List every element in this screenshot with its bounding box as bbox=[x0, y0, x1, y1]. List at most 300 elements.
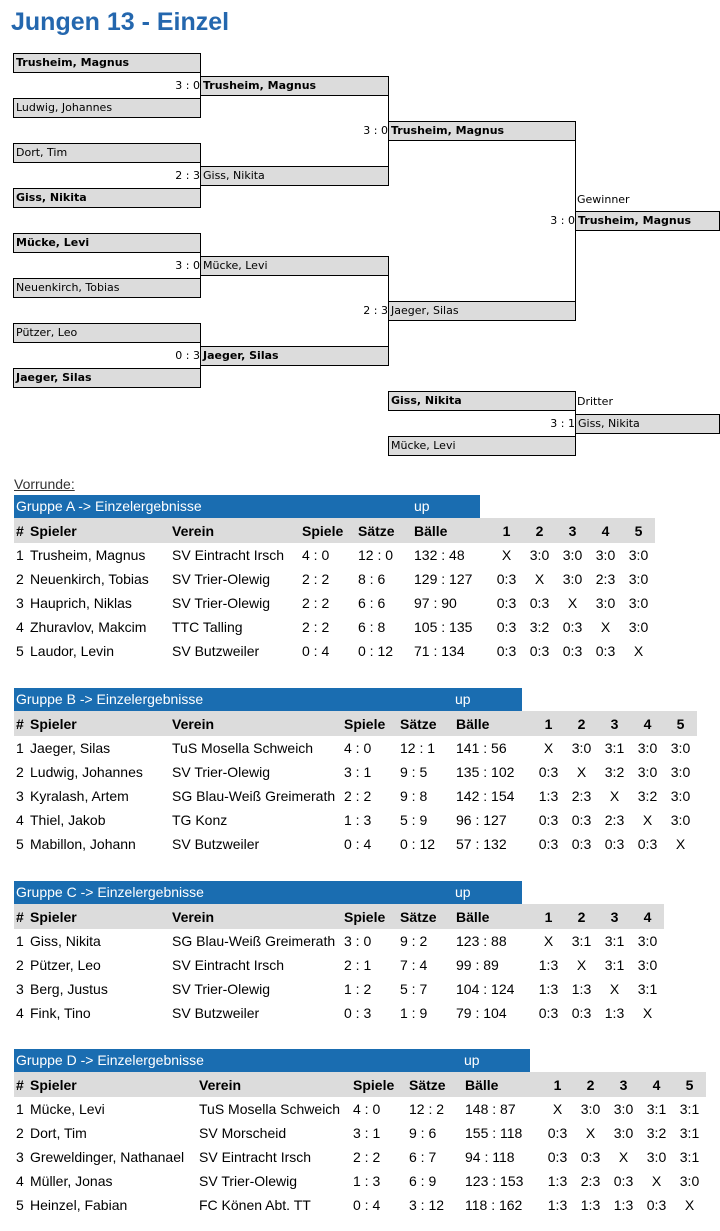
bracket-r1-player: Trusheim, Magnus bbox=[13, 53, 201, 73]
table-cell: 0 : 12 bbox=[358, 643, 394, 659]
table-cell: Dort, Tim bbox=[30, 1125, 87, 1141]
table-cell: 6 : 8 bbox=[358, 619, 386, 635]
table-cell: SV Morscheid bbox=[199, 1125, 287, 1141]
table-cell: 1:3 bbox=[604, 1005, 625, 1021]
bracket-sf-winner: Jaeger, Silas bbox=[388, 301, 576, 321]
bracket-qf-winner: Jaeger, Silas bbox=[200, 346, 389, 366]
table-cell: 3:0 bbox=[637, 957, 658, 973]
table-cell: 0:3 bbox=[496, 619, 517, 635]
table-cell: Trusheim, Magnus bbox=[30, 547, 146, 563]
table-cell: 148 : 87 bbox=[465, 1101, 516, 1117]
table-cell: 57 : 132 bbox=[456, 836, 507, 852]
group-b bbox=[14, 688, 697, 856]
table-cell: 8 : 6 bbox=[358, 571, 386, 587]
table-cell: Pützer, Leo bbox=[30, 957, 101, 973]
table-cell: 3:0 bbox=[628, 571, 649, 587]
table-cell: 0:3 bbox=[538, 812, 559, 828]
table-cell: Giss, Nikita bbox=[30, 933, 101, 949]
table-cell: 3:0 bbox=[529, 547, 550, 563]
table-cell: Heinzel, Fabian bbox=[30, 1197, 128, 1213]
group-title[interactable]: Gruppe D -> Einzelergebnisse bbox=[16, 1052, 204, 1068]
table-cell: 3:2 bbox=[604, 764, 625, 780]
table-cell: 9 : 6 bbox=[409, 1125, 437, 1141]
table-cell: 3 : 1 bbox=[353, 1125, 381, 1141]
table-cell: Mücke, Levi bbox=[30, 1101, 105, 1117]
column-header: Spiele bbox=[300, 518, 356, 543]
table-cell: 2 : 1 bbox=[344, 957, 372, 973]
table-cell: 0:3 bbox=[547, 1125, 568, 1141]
table-cell: 3:0 bbox=[628, 595, 649, 611]
column-header: Spiele bbox=[342, 904, 398, 929]
table-cell: 1 bbox=[16, 740, 24, 756]
table-cell: X bbox=[552, 1101, 563, 1117]
table-row bbox=[14, 567, 655, 591]
bracket-r1-player: Dort, Tim bbox=[13, 143, 201, 163]
table-cell: SV Butzweiler bbox=[172, 1005, 260, 1021]
bracket-score: 2 : 3 bbox=[175, 169, 200, 182]
table-cell: 141 : 56 bbox=[456, 740, 507, 756]
table-cell: 3:2 bbox=[529, 619, 550, 635]
table-cell: TuS Mosella Schweich bbox=[199, 1101, 341, 1117]
bracket-score: 3 : 0 bbox=[550, 214, 575, 227]
table-cell: 1 : 3 bbox=[344, 812, 372, 828]
table-cell: 12 : 0 bbox=[358, 547, 394, 563]
table-cell: 6 : 7 bbox=[409, 1149, 437, 1165]
bracket-third-player: Giss, Nikita bbox=[388, 391, 576, 411]
bracket-final-winner: Trusheim, Magnus bbox=[575, 211, 720, 231]
group-table bbox=[14, 518, 655, 663]
column-header: 4 bbox=[640, 1072, 673, 1097]
bracket-score: 0 : 3 bbox=[175, 349, 200, 362]
table-cell: X bbox=[543, 933, 554, 949]
table-cell: 3 : 1 bbox=[344, 764, 372, 780]
column-header: 2 bbox=[574, 1072, 607, 1097]
table-cell: SV Trier-Olewig bbox=[172, 595, 271, 611]
table-cell: X bbox=[600, 619, 611, 635]
column-header: 3 bbox=[598, 904, 631, 929]
column-header: Bälle bbox=[454, 904, 532, 929]
table-cell: 5 bbox=[16, 836, 24, 852]
table-cell: 135 : 102 bbox=[456, 764, 515, 780]
table-cell: TuS Mosella Schweich bbox=[172, 740, 314, 756]
table-row bbox=[14, 1145, 706, 1169]
up-link[interactable]: up bbox=[464, 1052, 480, 1068]
column-header: Spieler bbox=[28, 1072, 197, 1097]
column-header: 3 bbox=[607, 1072, 640, 1097]
table-cell: SV Trier-Olewig bbox=[172, 981, 271, 997]
table-row bbox=[14, 1169, 706, 1193]
table-cell: Berg, Justus bbox=[30, 981, 108, 997]
table-cell: 9 : 2 bbox=[400, 933, 428, 949]
bracket-r1-player: Mücke, Levi bbox=[13, 233, 201, 253]
bracket-r1-player: Ludwig, Johannes bbox=[13, 98, 201, 118]
column-header: Sätze bbox=[398, 711, 454, 736]
table-cell: Müller, Jonas bbox=[30, 1173, 113, 1189]
table-cell: 1 bbox=[16, 547, 24, 563]
table-cell: 3:1 bbox=[604, 933, 625, 949]
table-cell: SV Trier-Olewig bbox=[172, 571, 271, 587]
table-cell: 3:1 bbox=[604, 740, 625, 756]
group-title[interactable]: Gruppe B -> Einzelergebnisse bbox=[16, 691, 204, 707]
table-row bbox=[14, 784, 697, 808]
table-row bbox=[14, 591, 655, 615]
column-header: Sätze bbox=[356, 518, 412, 543]
table-cell: 4 bbox=[16, 1005, 24, 1021]
table-cell: X bbox=[609, 788, 620, 804]
bracket-qf-winner: Mücke, Levi bbox=[200, 256, 389, 276]
third-label: Dritter bbox=[577, 395, 613, 408]
table-cell: 12 : 1 bbox=[400, 740, 436, 756]
table-cell: Neuenkirch, Tobias bbox=[30, 571, 149, 587]
table-row bbox=[14, 1193, 706, 1217]
group-header bbox=[14, 881, 522, 904]
table-cell: X bbox=[609, 981, 620, 997]
table-cell: 3 bbox=[16, 788, 24, 804]
table-cell: 2 : 2 bbox=[302, 571, 330, 587]
group-title[interactable]: Gruppe C -> Einzelergebnisse bbox=[16, 884, 204, 900]
table-cell: X bbox=[576, 764, 587, 780]
table-cell: TG Konz bbox=[172, 812, 228, 828]
column-header: 1 bbox=[532, 711, 565, 736]
table-row bbox=[14, 639, 655, 663]
table-cell: 79 : 104 bbox=[456, 1005, 507, 1021]
table-cell: 0:3 bbox=[538, 1005, 559, 1021]
table-cell: 1:3 bbox=[538, 788, 559, 804]
table-cell: 99 : 89 bbox=[456, 957, 499, 973]
table-cell: 6 : 9 bbox=[409, 1173, 437, 1189]
bracket-score: 3 : 0 bbox=[175, 79, 200, 92]
column-header: 2 bbox=[565, 711, 598, 736]
table-cell: X bbox=[567, 595, 578, 611]
table-cell: 2 : 2 bbox=[353, 1149, 381, 1165]
column-header: Spiele bbox=[342, 711, 398, 736]
table-cell: X bbox=[534, 571, 545, 587]
table-cell: TTC Talling bbox=[172, 619, 243, 635]
table-cell: 5 : 9 bbox=[400, 812, 428, 828]
column-header: 3 bbox=[556, 518, 589, 543]
table-cell: 3:0 bbox=[670, 788, 691, 804]
table-cell: 4 bbox=[16, 812, 24, 828]
column-header: 5 bbox=[673, 1072, 706, 1097]
table-cell: X bbox=[618, 1149, 629, 1165]
table-cell: Mabillon, Johann bbox=[30, 836, 136, 852]
table-cell: 3:0 bbox=[637, 933, 658, 949]
table-cell: 1:3 bbox=[571, 981, 592, 997]
table-cell: 1:3 bbox=[547, 1173, 568, 1189]
table-cell: 0:3 bbox=[637, 836, 658, 852]
group-header bbox=[14, 688, 522, 711]
table-row bbox=[14, 543, 655, 567]
table-cell: X bbox=[642, 1005, 653, 1021]
table-row bbox=[14, 808, 697, 832]
table-cell: 3:0 bbox=[595, 547, 616, 563]
up-link[interactable]: up bbox=[455, 691, 471, 707]
column-header: 5 bbox=[622, 518, 655, 543]
column-header: 4 bbox=[631, 711, 664, 736]
column-header: # bbox=[14, 711, 28, 736]
table-cell: SV Trier-Olewig bbox=[172, 764, 271, 780]
table-cell: 7 : 4 bbox=[400, 957, 428, 973]
table-cell: 1 bbox=[16, 1101, 24, 1117]
table-header-row bbox=[14, 518, 655, 543]
table-cell: 0:3 bbox=[580, 1149, 601, 1165]
table-cell: 3:1 bbox=[637, 981, 658, 997]
table-cell: 3:0 bbox=[628, 547, 649, 563]
table-cell: 0:3 bbox=[646, 1197, 667, 1213]
group-table bbox=[14, 711, 697, 856]
table-cell: 3:0 bbox=[613, 1125, 634, 1141]
bracket-r1-player: Giss, Nikita bbox=[13, 188, 201, 208]
table-cell: 3:0 bbox=[637, 764, 658, 780]
table-cell: 4 bbox=[16, 1173, 24, 1189]
table-cell: 4 : 0 bbox=[353, 1101, 381, 1117]
bracket-r1-player: Pützer, Leo bbox=[13, 323, 201, 343]
table-cell: 0:3 bbox=[571, 812, 592, 828]
table-cell: 2 : 2 bbox=[302, 595, 330, 611]
group-table bbox=[14, 904, 664, 1025]
table-cell: 3:1 bbox=[679, 1149, 700, 1165]
column-header: Verein bbox=[170, 518, 300, 543]
table-cell: X bbox=[501, 547, 512, 563]
bracket-third-player: Mücke, Levi bbox=[388, 436, 576, 456]
table-cell: 96 : 127 bbox=[456, 812, 507, 828]
column-header: Spieler bbox=[28, 904, 170, 929]
table-cell: 3 bbox=[16, 1149, 24, 1165]
table-cell: 0 : 4 bbox=[302, 643, 330, 659]
table-cell: 3:1 bbox=[646, 1101, 667, 1117]
column-header: Spieler bbox=[28, 711, 170, 736]
group-d bbox=[14, 1049, 706, 1217]
table-cell: X bbox=[585, 1125, 596, 1141]
table-cell: 1:3 bbox=[538, 981, 559, 997]
table-cell: 71 : 134 bbox=[414, 643, 465, 659]
table-cell: 1 : 9 bbox=[400, 1005, 428, 1021]
column-header: Sätze bbox=[407, 1072, 463, 1097]
table-cell: SG Blau-Weiß Greimerath bbox=[172, 788, 336, 804]
table-cell: 3:2 bbox=[637, 788, 658, 804]
table-cell: 3:0 bbox=[571, 740, 592, 756]
column-header: 1 bbox=[490, 518, 523, 543]
table-cell: 1 : 2 bbox=[344, 981, 372, 997]
table-cell: 0:3 bbox=[571, 1005, 592, 1021]
table-cell: 3:0 bbox=[670, 764, 691, 780]
table-cell: 5 bbox=[16, 643, 24, 659]
column-header: 1 bbox=[532, 904, 565, 929]
table-cell: 3:0 bbox=[628, 619, 649, 635]
column-header: Verein bbox=[170, 711, 342, 736]
bracket-score: 3 : 0 bbox=[363, 124, 388, 137]
column-header: Bälle bbox=[454, 711, 532, 736]
table-cell: 3:1 bbox=[679, 1125, 700, 1141]
group-header bbox=[14, 495, 480, 518]
table-cell: 9 : 8 bbox=[400, 788, 428, 804]
table-cell: Kyralash, Artem bbox=[30, 788, 129, 804]
table-cell: 4 bbox=[16, 619, 24, 635]
table-row bbox=[14, 953, 664, 977]
table-cell: 94 : 118 bbox=[465, 1149, 515, 1165]
table-row bbox=[14, 929, 664, 953]
table-cell: 2 bbox=[16, 571, 24, 587]
table-cell: 5 bbox=[16, 1197, 24, 1213]
table-cell: 1 : 3 bbox=[353, 1173, 381, 1189]
column-header: 2 bbox=[523, 518, 556, 543]
table-cell: 12 : 2 bbox=[409, 1101, 445, 1117]
table-cell: Greweldinger, Nathanael bbox=[30, 1149, 185, 1165]
table-cell: 0 : 12 bbox=[400, 836, 436, 852]
bracket-score: 3 : 0 bbox=[175, 259, 200, 272]
bracket-score: 3 : 1 bbox=[550, 417, 575, 430]
table-cell: 123 : 88 bbox=[456, 933, 507, 949]
table-header-row bbox=[14, 904, 664, 929]
table-cell: 105 : 135 bbox=[414, 619, 473, 635]
table-cell: 97 : 90 bbox=[414, 595, 457, 611]
table-cell: 0 : 3 bbox=[344, 1005, 372, 1021]
table-cell: 0:3 bbox=[496, 643, 517, 659]
bracket-score: 2 : 3 bbox=[363, 304, 388, 317]
table-row bbox=[14, 832, 697, 856]
table-cell: X bbox=[642, 812, 653, 828]
column-header: Verein bbox=[170, 904, 342, 929]
table-cell: 3 : 0 bbox=[344, 933, 372, 949]
table-cell: X bbox=[633, 643, 644, 659]
group-a bbox=[14, 495, 655, 663]
column-header: Verein bbox=[197, 1072, 351, 1097]
table-cell: 0:3 bbox=[571, 836, 592, 852]
table-cell: 2 bbox=[16, 957, 24, 973]
table-cell: 129 : 127 bbox=[414, 571, 473, 587]
table-cell: 3:0 bbox=[679, 1173, 700, 1189]
table-cell: 2 : 2 bbox=[302, 619, 330, 635]
table-cell: 123 : 153 bbox=[465, 1173, 524, 1189]
table-cell: 0:3 bbox=[496, 571, 517, 587]
table-cell: 0 : 4 bbox=[353, 1197, 381, 1213]
table-cell: 142 : 154 bbox=[456, 788, 515, 804]
table-cell: 0:3 bbox=[547, 1149, 568, 1165]
table-cell: 0 : 4 bbox=[344, 836, 372, 852]
table-cell: 3 : 12 bbox=[409, 1197, 445, 1213]
page-title: Jungen 13 - Einzel bbox=[11, 8, 230, 36]
table-cell: 0:3 bbox=[538, 764, 559, 780]
group-title[interactable]: Gruppe A -> Einzelergebnisse bbox=[16, 498, 202, 514]
table-row bbox=[14, 736, 697, 760]
table-cell: X bbox=[543, 740, 554, 756]
table-cell: 6 : 6 bbox=[358, 595, 386, 611]
up-link[interactable]: up bbox=[455, 884, 471, 900]
table-cell: 0:3 bbox=[562, 619, 583, 635]
table-cell: 3 bbox=[16, 981, 24, 997]
table-cell: 0:3 bbox=[562, 643, 583, 659]
column-header: 5 bbox=[664, 711, 697, 736]
table-cell: 3:0 bbox=[646, 1149, 667, 1165]
table-cell: 0:3 bbox=[595, 643, 616, 659]
group-c bbox=[14, 881, 664, 1025]
bracket-qf-winner: Giss, Nikita bbox=[200, 166, 389, 186]
column-header: 3 bbox=[598, 711, 631, 736]
column-header: # bbox=[14, 518, 28, 543]
group-header bbox=[14, 1049, 530, 1072]
table-cell: 1:3 bbox=[547, 1197, 568, 1213]
table-cell: 0:3 bbox=[538, 836, 559, 852]
section-heading-vorrunde: Vorrunde: bbox=[14, 476, 75, 492]
column-header: Spieler bbox=[28, 518, 170, 543]
table-cell: 132 : 48 bbox=[414, 547, 465, 563]
table-cell: 2:3 bbox=[580, 1173, 601, 1189]
table-row bbox=[14, 1121, 706, 1145]
table-cell: Hauprich, Niklas bbox=[30, 595, 132, 611]
table-header-row bbox=[14, 711, 697, 736]
table-cell: 3 bbox=[16, 595, 24, 611]
table-cell: 1:3 bbox=[580, 1197, 601, 1213]
table-cell: 1:3 bbox=[613, 1197, 634, 1213]
table-cell: 2:3 bbox=[595, 571, 616, 587]
table-cell: 1 bbox=[16, 933, 24, 949]
column-header: Spiele bbox=[351, 1072, 407, 1097]
table-cell: 2:3 bbox=[571, 788, 592, 804]
table-cell: 118 : 162 bbox=[465, 1197, 523, 1213]
table-row bbox=[14, 760, 697, 784]
column-header: 2 bbox=[565, 904, 598, 929]
table-cell: Thiel, Jakob bbox=[30, 812, 106, 828]
table-row bbox=[14, 1097, 706, 1121]
table-cell: 2 bbox=[16, 764, 24, 780]
up-link[interactable]: up bbox=[414, 498, 430, 514]
group-table bbox=[14, 1072, 706, 1217]
table-cell: 1:3 bbox=[538, 957, 559, 973]
table-cell: X bbox=[684, 1197, 695, 1213]
table-cell: Zhuravlov, Makcim bbox=[30, 619, 147, 635]
table-cell: 2 bbox=[16, 1125, 24, 1141]
table-cell: 3:0 bbox=[580, 1101, 601, 1117]
table-cell: 3:0 bbox=[670, 740, 691, 756]
winner-label: Gewinner bbox=[577, 193, 630, 206]
table-cell: 5 : 7 bbox=[400, 981, 428, 997]
bracket-third-winner: Giss, Nikita bbox=[575, 414, 720, 434]
table-cell: Jaeger, Silas bbox=[30, 740, 111, 756]
table-cell: 0:3 bbox=[613, 1173, 634, 1189]
table-cell: 0:3 bbox=[604, 836, 625, 852]
table-cell: 3:0 bbox=[562, 547, 583, 563]
bracket-r1-player: Jaeger, Silas bbox=[13, 368, 201, 388]
table-cell: SV Eintracht Irsch bbox=[199, 1149, 312, 1165]
table-cell: SV Eintracht Irsch bbox=[172, 957, 285, 973]
table-row bbox=[14, 977, 664, 1001]
table-cell: SG Blau-Weiß Greimerath bbox=[172, 933, 336, 949]
table-cell: 3:0 bbox=[613, 1101, 634, 1117]
table-cell: 3:1 bbox=[571, 933, 592, 949]
table-cell: 0:3 bbox=[496, 595, 517, 611]
table-cell: 3:1 bbox=[679, 1101, 700, 1117]
table-cell: SV Butzweiler bbox=[172, 836, 260, 852]
table-cell: 2:3 bbox=[604, 812, 625, 828]
table-cell: FC Könen Abt. TT bbox=[199, 1197, 311, 1213]
bracket-r1-player: Neuenkirch, Tobias bbox=[13, 278, 201, 298]
table-cell: 3:2 bbox=[646, 1125, 667, 1141]
column-header: 1 bbox=[541, 1072, 574, 1097]
table-cell: 3:0 bbox=[637, 740, 658, 756]
table-cell: X bbox=[576, 957, 587, 973]
table-cell: X bbox=[651, 1173, 662, 1189]
column-header: Sätze bbox=[398, 904, 454, 929]
table-cell: 3:0 bbox=[595, 595, 616, 611]
table-cell: Ludwig, Johannes bbox=[30, 764, 143, 780]
column-header: Bälle bbox=[412, 518, 490, 543]
column-header: 4 bbox=[631, 904, 664, 929]
table-cell: 9 : 5 bbox=[400, 764, 428, 780]
bracket-sf-winner: Trusheim, Magnus bbox=[388, 121, 576, 141]
table-cell: Laudor, Levin bbox=[30, 643, 115, 659]
table-cell: 4 : 0 bbox=[302, 547, 330, 563]
table-cell: 104 : 124 bbox=[456, 981, 515, 997]
